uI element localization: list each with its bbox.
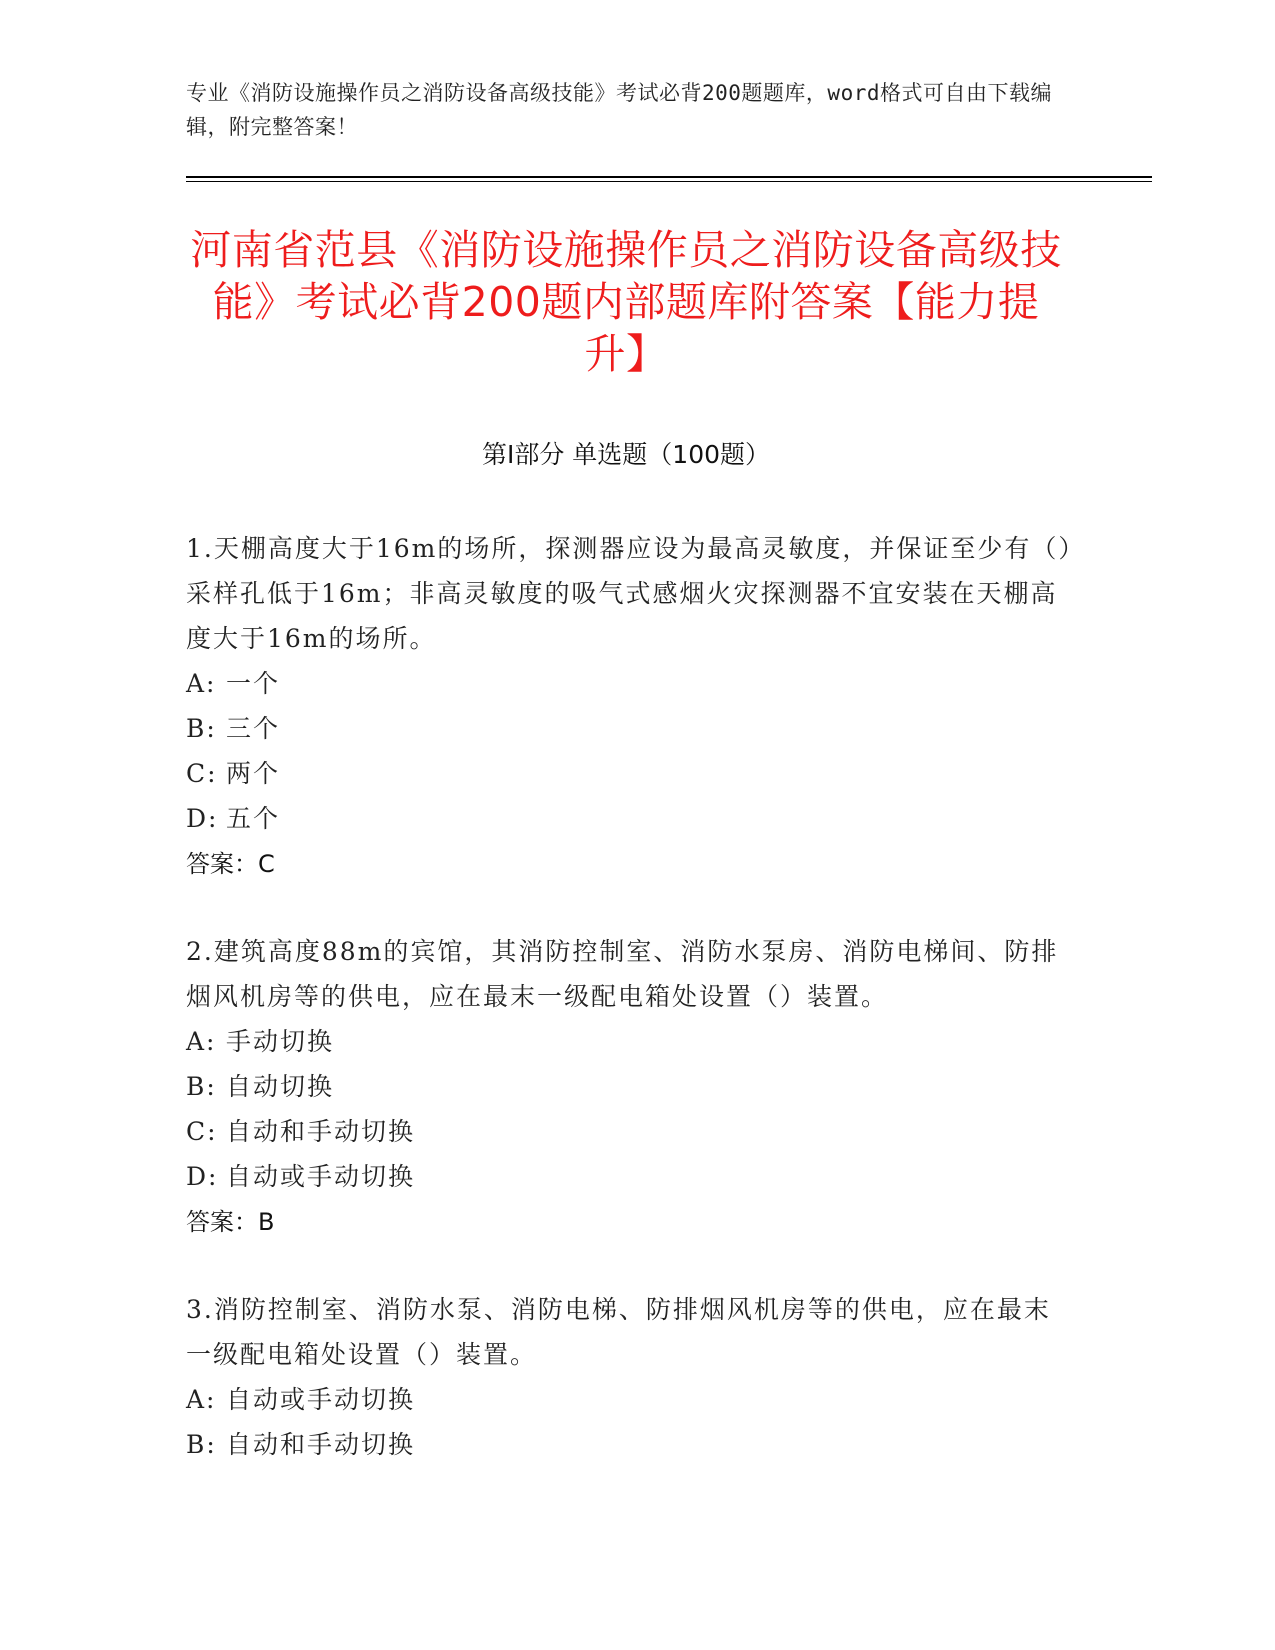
header-rule-thick xyxy=(186,176,1152,178)
option-text: 三个 xyxy=(226,714,281,743)
option-a xyxy=(186,1019,1076,1064)
question-3 xyxy=(186,1287,1076,1467)
question-1 xyxy=(186,526,1076,887)
option-text: 自动和手动切换 xyxy=(226,1117,416,1146)
option-key: D: xyxy=(186,1162,219,1191)
option-key: D: xyxy=(186,804,219,833)
option-key: C: xyxy=(186,1117,218,1146)
option-key: B: xyxy=(186,714,217,743)
question-list xyxy=(186,526,1076,1509)
question-stem: 1.天棚高度大于16m的场所，探测器应设为最高灵敏度，并保证至少有（）采样孔低于16m；非高灵敏度的吸气式感烟火灾探测器不宜安装在天棚高度大于16m的场所。 xyxy=(186,534,1073,653)
answer: 答案：C xyxy=(186,850,275,878)
option-c xyxy=(186,751,1076,796)
option-text: 两个 xyxy=(226,759,281,788)
option-a xyxy=(186,661,1076,706)
header-note: 专业《消防设施操作员之消防设备高级技能》考试必背200题题库，word格式可自由下载编辑，附完整答案！ xyxy=(186,81,1052,139)
answer: 答案：B xyxy=(186,1208,275,1236)
option-text: 手动切换 xyxy=(226,1027,335,1056)
option-d xyxy=(186,796,1076,841)
option-c xyxy=(186,1109,1076,1154)
option-b xyxy=(186,1422,1076,1467)
option-key: A: xyxy=(186,1385,217,1414)
option-key: B: xyxy=(186,1072,217,1101)
option-text: 自动或手动切换 xyxy=(226,1162,416,1191)
option-b xyxy=(186,1064,1076,1109)
option-text: 自动或手动切换 xyxy=(226,1385,416,1414)
header-rule-thin xyxy=(186,181,1152,182)
option-key: A: xyxy=(186,1027,217,1056)
option-b xyxy=(186,706,1076,751)
question-2 xyxy=(186,929,1076,1245)
section-title: 第Ⅰ部分 单选题（100题） xyxy=(481,440,771,469)
option-text: 一个 xyxy=(226,669,281,698)
option-d xyxy=(186,1154,1076,1199)
option-text: 自动和手动切换 xyxy=(226,1430,416,1459)
option-key: A: xyxy=(186,669,217,698)
question-stem: 3.消防控制室、消防水泵、消防电梯、防排烟风机房等的供电，应在最末一级配电箱处设置（）装置。 xyxy=(186,1295,1051,1369)
option-text: 五个 xyxy=(226,804,281,833)
option-text: 自动切换 xyxy=(226,1072,335,1101)
question-stem: 2.建筑高度88m的宾馆，其消防控制室、消防水泵房、消防电梯间、防排烟风机房等的供电，应在最末一级配电箱处设置（）装置。 xyxy=(186,937,1059,1011)
option-a xyxy=(186,1377,1076,1422)
option-key: B: xyxy=(186,1430,217,1459)
option-key: C: xyxy=(186,759,218,788)
document-title: 河南省范县《消防设施操作员之消防设备高级技能》考试必背200题内部题库附答案【能力提升】 xyxy=(190,226,1062,378)
